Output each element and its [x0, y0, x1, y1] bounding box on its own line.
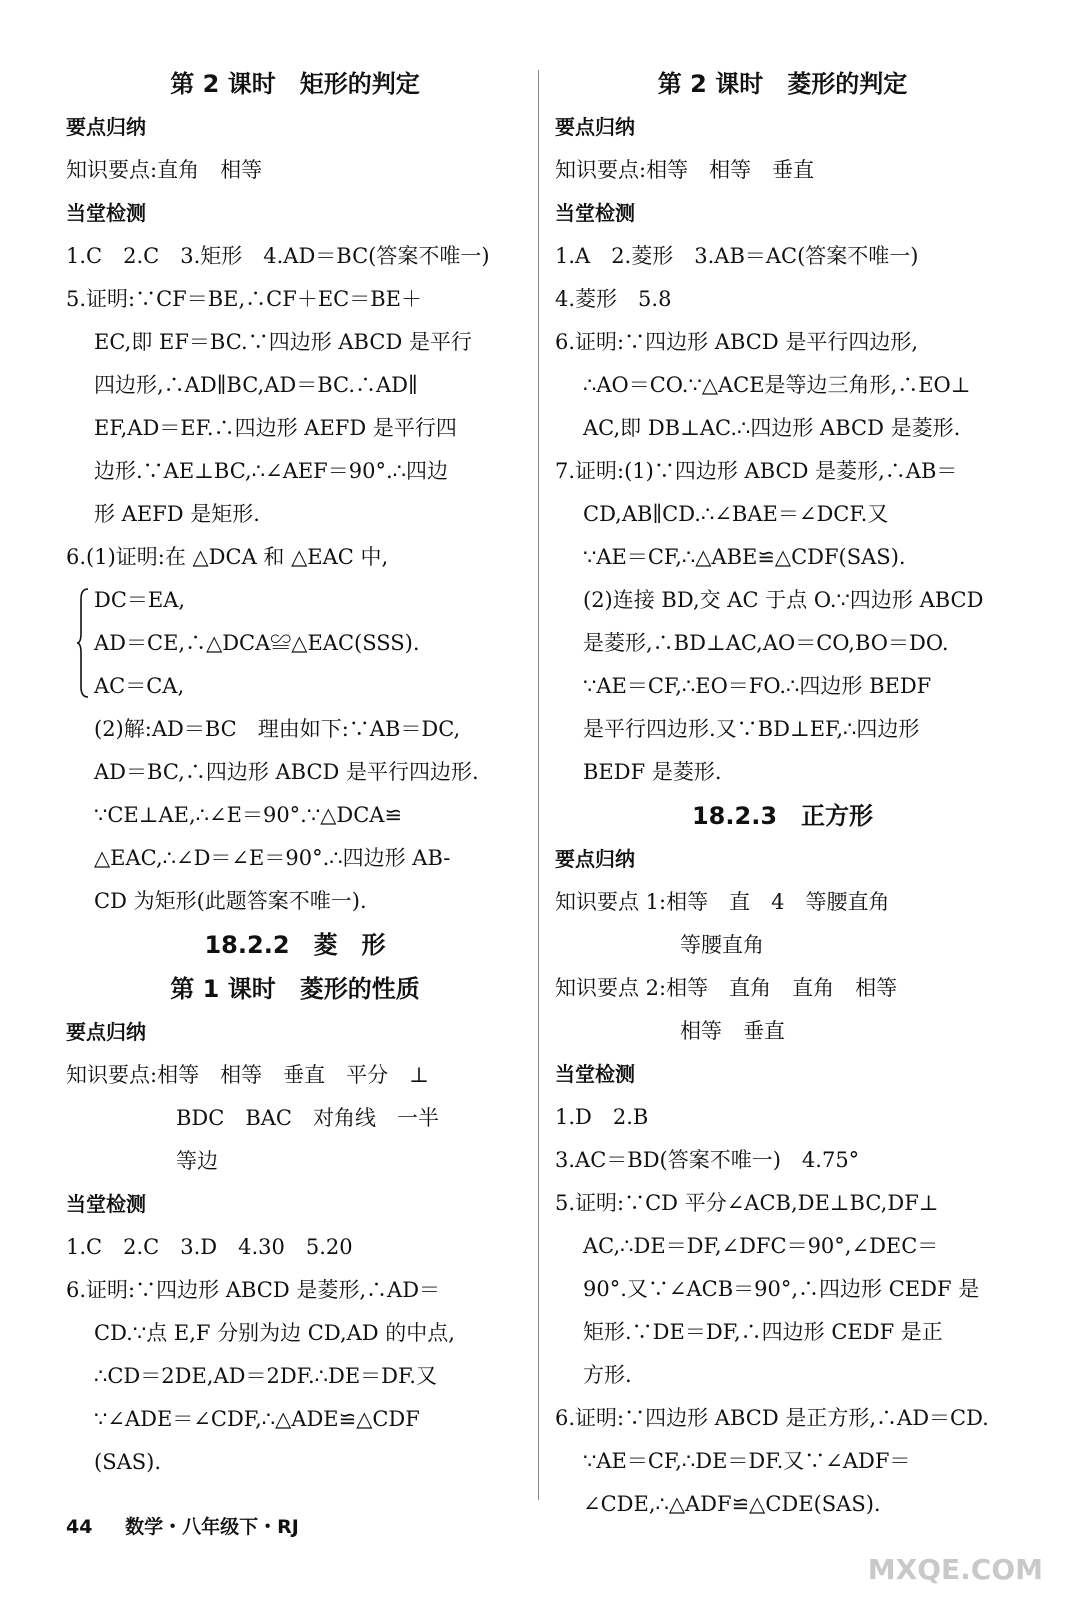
- answer-line: 知识要点 1:相等 直 4 等腰直角: [555, 890, 890, 914]
- section-label: 当堂检测: [66, 1192, 146, 1216]
- answer-line: 1.A 2.菱形 3.AB＝AC(答案不唯一): [555, 244, 919, 268]
- answer-line: ∴AO＝CO.∵△ACE是等边三角形,∴EO⊥: [583, 373, 971, 397]
- answer-line: BDC BAC 对角线 一半: [176, 1106, 440, 1130]
- answer-line: ∵AE＝CF,∴DE＝DF.又∵∠ADF＝: [583, 1449, 911, 1473]
- answer-line: 是平行四边形.又∵BD⊥EF,∴四边形: [583, 717, 920, 741]
- equation-system: [66, 579, 524, 708]
- answer-line: 等腰直角: [680, 933, 764, 957]
- column-divider: [538, 70, 539, 1500]
- section-label: 要点归纳: [555, 115, 635, 139]
- answer-line: ∵AE＝CF,∴△ABE≌△CDF(SAS).: [583, 545, 906, 569]
- answer-line: 边形.∵AE⊥BC,∴∠AEF＝90°.∴四边: [94, 459, 449, 483]
- answer-line: ∴CD＝2DE,AD＝2DF.∴DE＝DF.又: [94, 1364, 437, 1388]
- lesson-title: 第 1 课时 菱形的性质: [170, 975, 420, 1003]
- answer-line: 6.证明:∵四边形 ABCD 是菱形,∴AD＝: [66, 1278, 441, 1302]
- section-label: 当堂检测: [66, 201, 146, 225]
- answer-line: 90°.又∵∠ACB＝90°,∴四边形 CEDF 是: [583, 1277, 980, 1301]
- answer-line: 5.证明:∵CD 平分∠ACB,DE⊥BC,DF⊥: [555, 1191, 939, 1215]
- answer-line: AC,∴DE＝DF,∠DFC＝90°,∠DEC＝: [583, 1234, 939, 1258]
- section-label: 当堂检测: [555, 201, 635, 225]
- answer-line: 5.证明:∵CF＝BE,∴CF＋EC＝BE＋: [66, 287, 422, 311]
- answer-line: AC,即 DB⊥AC.∴四边形 ABCD 是菱形.: [583, 416, 961, 440]
- answer-line: EF,AD＝EF.∴四边形 AEFD 是平行四: [94, 416, 457, 440]
- answer-line: (SAS).: [94, 1450, 161, 1474]
- answer-line: 知识要点:直角 相等: [66, 158, 263, 182]
- section-heading: 18.2.2 菱 形: [204, 931, 386, 959]
- answer-line: 6.(1)证明:在 △DCA 和 △EAC 中,: [66, 545, 389, 569]
- answer-line: AD＝CE,∴△DCA≌△EAC(SSS).: [94, 631, 420, 655]
- page-number: 44: [66, 1516, 93, 1538]
- answer-line: 是菱形,∴BD⊥AC,AO＝CO,BO＝DO.: [583, 631, 949, 655]
- answer-line: ∠CDE,∴△ADF≌△CDE(SAS).: [583, 1492, 881, 1516]
- answer-line: BEDF 是菱形.: [583, 760, 722, 784]
- answer-line: (2)连接 BD,交 AC 于点 O.∵四边形 ABCD: [583, 588, 984, 612]
- answer-line: 知识要点:相等 相等 垂直 平分 ⊥: [66, 1063, 429, 1087]
- answer-line: 形 AEFD 是矩形.: [94, 502, 260, 526]
- answer-line: 方形.: [583, 1363, 632, 1387]
- answer-line: 3.AC＝BD(答案不唯一) 4.75°: [555, 1148, 860, 1172]
- answer-line: 1.C 2.C 3.D 4.30 5.20: [66, 1235, 353, 1259]
- right-column: [555, 62, 1010, 1526]
- answer-line: 6.证明:∵四边形 ABCD 是正方形,∴AD＝CD.: [555, 1406, 989, 1430]
- answer-line: 7.证明:(1)∵四边形 ABCD 是菱形,∴AB＝: [555, 459, 958, 483]
- section-label: 当堂检测: [555, 1062, 635, 1086]
- answer-line: 1.C 2.C 3.矩形 4.AD＝BC(答案不唯一): [66, 244, 490, 268]
- answer-line: 知识要点:相等 相等 垂直: [555, 158, 815, 182]
- answer-line: 6.证明:∵四边形 ABCD 是平行四边形,: [555, 330, 919, 354]
- answer-line: AD＝BC,∴四边形 ABCD 是平行四边形.: [94, 760, 479, 784]
- answer-line: CD,AB∥CD.∴∠BAE＝∠DCF.又: [583, 502, 889, 526]
- answer-line: ∵CE⊥AE,∴∠E＝90°.∵△DCA≌: [94, 803, 403, 827]
- section-label: 要点归纳: [66, 115, 146, 139]
- answer-line: 等边: [176, 1149, 218, 1173]
- lesson-title: 第 2 课时 矩形的判定: [170, 70, 420, 98]
- answer-line: EC,即 EF＝BC.∵四边形 ABCD 是平行: [94, 330, 472, 354]
- lesson-title: 第 2 课时 菱形的判定: [657, 70, 908, 98]
- section-heading: 18.2.3 正方形: [691, 802, 874, 830]
- answer-line: 1.D 2.B: [555, 1105, 649, 1129]
- answer-line: AC＝CA,: [94, 674, 185, 698]
- section-label: 要点归纳: [555, 847, 635, 871]
- page-footer: [66, 1512, 299, 1539]
- answer-line: 矩形.∵DE＝DF,∴四边形 CEDF 是正: [583, 1320, 943, 1344]
- section-label: 要点归纳: [66, 1020, 146, 1044]
- answer-line: DC＝EA,: [94, 588, 186, 612]
- answer-line: △EAC,∴∠D＝∠E＝90°.∴四边形 AB-: [94, 846, 451, 870]
- answer-line: (2)解:AD＝BC 理由如下:∵AB＝DC,: [94, 717, 461, 741]
- answer-line: 4.菱形 5.8: [555, 287, 672, 311]
- answer-line: 知识要点 2:相等 直角 直角 相等: [555, 976, 898, 1000]
- answer-line: 相等 垂直: [680, 1019, 785, 1043]
- left-column: [66, 62, 524, 1484]
- brace-icon: [76, 587, 90, 699]
- answer-line: CD 为矩形(此题答案不唯一).: [94, 889, 367, 913]
- answer-line: ∵∠ADE＝∠CDF,∴△ADE≌△CDF: [94, 1407, 420, 1431]
- answer-line: 四边形,∴AD∥BC,AD＝BC.∴AD∥: [94, 373, 418, 397]
- answer-line: CD.∵点 E,F 分别为边 CD,AD 的中点,: [94, 1321, 455, 1345]
- book-subject: 数学・八年级下・RJ: [125, 1516, 299, 1538]
- watermark: MXQE.COM: [867, 1553, 1043, 1586]
- answer-line: ∵AE＝CF,∴EO＝FO.∴四边形 BEDF: [583, 674, 932, 698]
